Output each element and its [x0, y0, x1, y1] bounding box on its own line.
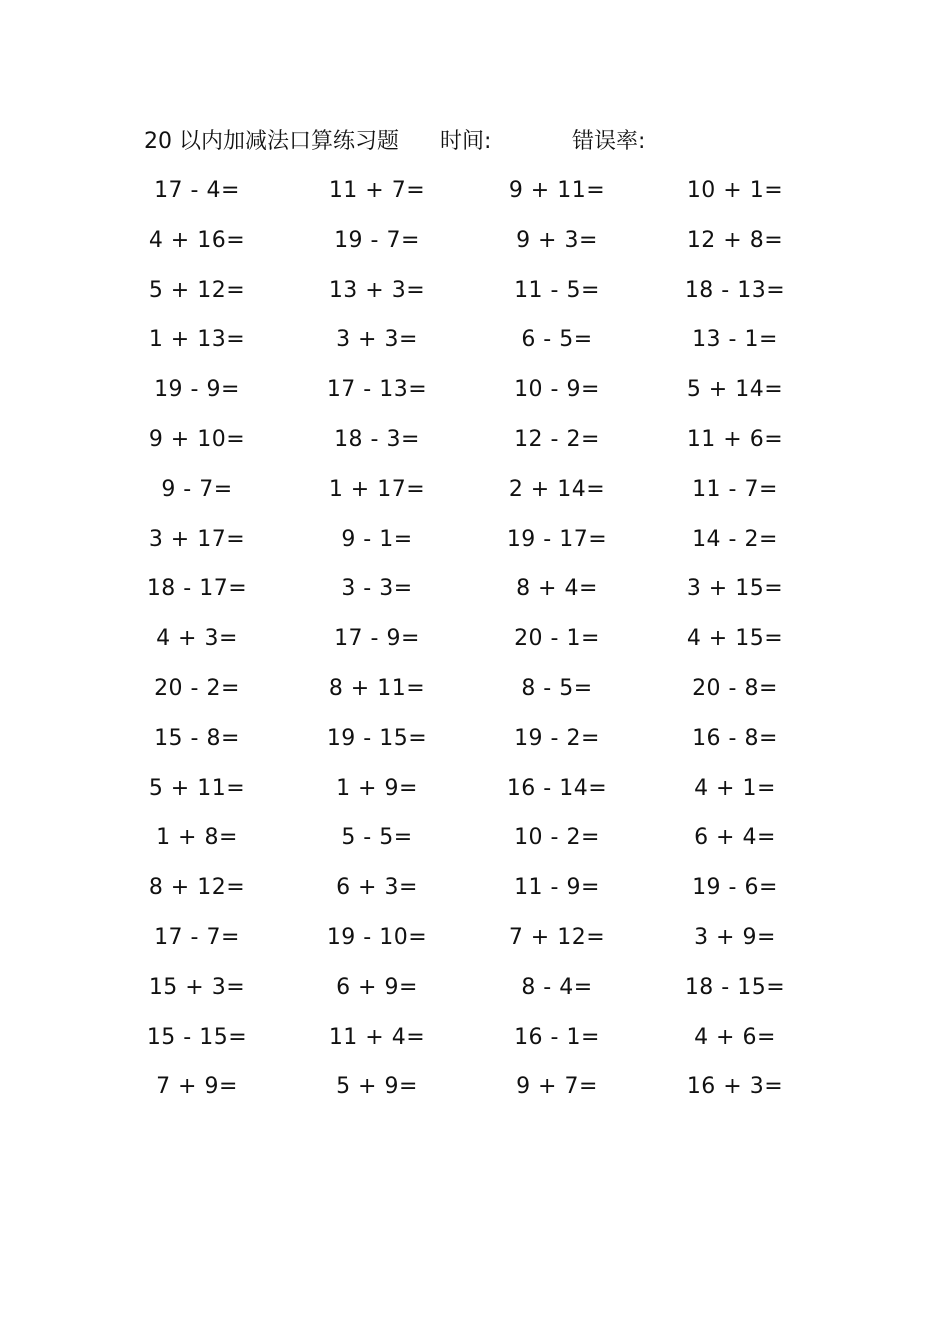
math-problem: 20 - 2=	[154, 675, 240, 701]
math-problem: 9 + 11=	[508, 178, 606, 203]
math-problem: 3 + 15=	[686, 576, 784, 602]
math-problem: 1 + 17=	[328, 476, 426, 502]
math-problem: 5 + 11=	[148, 775, 246, 801]
math-problem: 11 - 9=	[514, 875, 600, 901]
math-problem: 16 - 1=	[514, 1024, 600, 1050]
math-problem: 8 - 5=	[521, 675, 593, 701]
problem-row	[0, 671, 950, 721]
problem-row	[0, 771, 950, 821]
math-problem: 16 + 3=	[686, 1074, 784, 1100]
math-problem: 17 - 7=	[154, 924, 240, 950]
math-problem: 16 - 8=	[692, 725, 778, 751]
math-problem: 17 - 13=	[326, 377, 428, 403]
math-problem: 11 + 7=	[328, 178, 426, 203]
math-problem: 4 + 6=	[694, 1024, 776, 1050]
math-problem: 18 - 3=	[334, 426, 420, 452]
math-problem: 19 - 2=	[514, 725, 600, 751]
math-problem: 17 - 4=	[154, 178, 240, 203]
problem-row	[0, 173, 950, 223]
problem-row	[0, 870, 950, 920]
math-problem: 5 + 12=	[148, 277, 246, 303]
problem-row	[0, 223, 950, 273]
math-problem: 10 + 1=	[686, 178, 784, 203]
math-problem: 20 - 1=	[514, 626, 600, 652]
problem-row	[0, 273, 950, 323]
math-problem: 11 - 7=	[692, 476, 778, 502]
problem-row	[0, 970, 950, 1020]
math-problem: 4 + 3=	[156, 626, 238, 652]
math-problem: 19 - 10=	[326, 924, 428, 950]
math-problem: 6 + 3=	[336, 875, 418, 901]
math-problem: 3 + 3=	[336, 327, 418, 353]
math-problem: 9 + 10=	[148, 426, 246, 452]
math-problem: 20 - 8=	[692, 675, 778, 701]
math-problem: 8 + 11=	[328, 675, 426, 701]
math-problem: 3 + 9=	[694, 924, 776, 950]
problem-row	[0, 920, 950, 970]
problem-row	[0, 322, 950, 372]
math-problem: 7 + 12=	[508, 924, 606, 950]
math-problem: 10 - 9=	[514, 377, 600, 403]
math-problem: 9 - 1=	[341, 526, 413, 552]
problem-row	[0, 721, 950, 771]
problem-row	[0, 621, 950, 671]
math-problem: 7 + 9=	[156, 1074, 238, 1100]
math-problem: 1 + 9=	[336, 775, 418, 801]
math-problem: 1 + 8=	[156, 825, 238, 851]
math-problem: 11 + 4=	[328, 1024, 426, 1050]
math-problem: 8 + 12=	[148, 875, 246, 901]
math-problem: 16 - 14=	[506, 775, 608, 801]
math-problem: 19 - 6=	[692, 875, 778, 901]
math-problem: 13 - 1=	[692, 327, 778, 353]
problem-row	[0, 522, 950, 572]
math-problem: 4 + 1=	[694, 775, 776, 801]
math-problem: 4 + 15=	[686, 626, 784, 652]
math-problem: 6 - 5=	[521, 327, 593, 353]
math-problem: 9 - 7=	[161, 476, 233, 502]
math-problem: 14 - 2=	[692, 526, 778, 552]
math-problem: 11 - 5=	[514, 277, 600, 303]
math-problem: 13 + 3=	[328, 277, 426, 303]
math-problem: 6 + 9=	[336, 974, 418, 1000]
time-label: 时间:	[440, 129, 492, 154]
math-problem: 15 + 3=	[148, 974, 246, 1000]
worksheet-title: 20 以内加减法口算练习题	[144, 129, 399, 154]
error-rate-label: 错误率:	[572, 129, 646, 154]
math-problem: 15 - 15=	[146, 1024, 248, 1050]
math-problem: 18 - 15=	[684, 974, 786, 1000]
math-problem: 17 - 9=	[334, 626, 420, 652]
math-problem: 19 - 9=	[154, 377, 240, 403]
math-problem: 19 - 7=	[334, 227, 420, 253]
math-problem: 12 + 8=	[686, 227, 784, 253]
math-problem: 12 - 2=	[514, 426, 600, 452]
math-problem: 5 + 14=	[686, 377, 784, 403]
math-problem: 19 - 15=	[326, 725, 428, 751]
math-problem: 15 - 8=	[154, 725, 240, 751]
problem-grid	[0, 173, 950, 1119]
math-problem: 11 + 6=	[686, 426, 784, 452]
math-problem: 8 + 4=	[516, 576, 598, 602]
math-problem: 2 + 14=	[508, 476, 606, 502]
math-problem: 9 + 3=	[516, 227, 598, 253]
problem-row	[0, 1020, 950, 1070]
problem-row	[0, 472, 950, 522]
problem-row	[0, 422, 950, 472]
math-problem: 5 - 5=	[341, 825, 413, 851]
math-problem: 5 + 9=	[336, 1074, 418, 1100]
problem-row	[0, 1069, 950, 1119]
math-problem: 18 - 17=	[146, 576, 248, 602]
problem-row	[0, 571, 950, 621]
math-problem: 3 + 17=	[148, 526, 246, 552]
problem-row	[0, 820, 950, 870]
math-problem: 10 - 2=	[514, 825, 600, 851]
math-problem: 8 - 4=	[521, 974, 593, 1000]
math-problem: 6 + 4=	[694, 825, 776, 851]
math-problem: 4 + 16=	[148, 227, 246, 253]
math-problem: 18 - 13=	[684, 277, 786, 303]
math-problem: 1 + 13=	[148, 327, 246, 353]
problem-row	[0, 372, 950, 422]
math-problem: 19 - 17=	[506, 526, 608, 552]
math-problem: 3 - 3=	[341, 576, 413, 602]
math-problem: 9 + 7=	[516, 1074, 598, 1100]
